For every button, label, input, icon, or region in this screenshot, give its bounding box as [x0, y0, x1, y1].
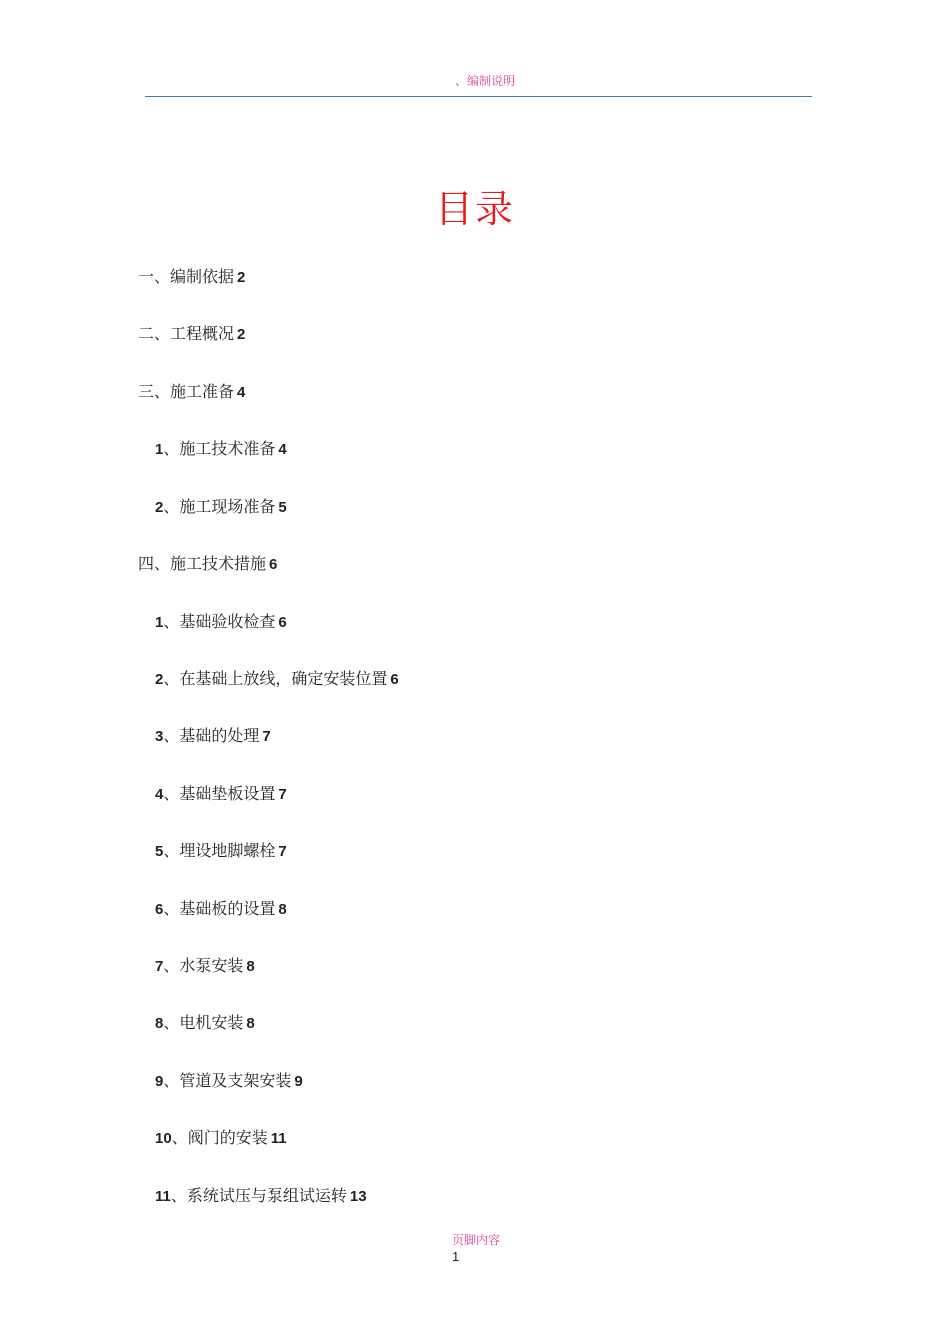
toc-entry-page: 7 — [262, 728, 271, 745]
toc-entry-page: 11 — [270, 1130, 287, 1147]
toc-entry-text: 、基础验收检查 — [163, 612, 276, 631]
toc-entry-text: 、施工技术准备 — [163, 439, 276, 458]
toc-entry-4-10[interactable] — [155, 1126, 287, 1150]
toc-entry-4[interactable] — [138, 552, 277, 576]
toc-entry-page: 9 — [294, 1073, 303, 1090]
toc-entry-4-1[interactable] — [155, 610, 287, 634]
toc-entry-number: 7 — [155, 958, 164, 975]
toc-entry-number: 10 — [155, 1130, 172, 1147]
toc-entry-page: 8 — [246, 958, 255, 975]
toc-entry-number: 2 — [155, 671, 164, 688]
toc-entry-text: 三、施工准备 — [138, 382, 235, 401]
toc-entry-number: 6 — [155, 901, 164, 918]
toc-entry-4-9[interactable] — [155, 1069, 303, 1093]
footer-page-number: 1 — [452, 1249, 460, 1264]
toc-entry-page: 2 — [237, 326, 246, 343]
toc-entry-text: 、水泵安装 — [163, 956, 244, 975]
toc-entry-4-3[interactable] — [155, 724, 271, 748]
toc-entry-number: 11 — [155, 1188, 171, 1205]
toc-entry-number: 9 — [155, 1073, 164, 1090]
toc-entry-page: 7 — [278, 786, 287, 803]
toc-entry-text: 、基础垫板设置 — [163, 784, 276, 803]
toc-entry-3-1[interactable] — [155, 437, 287, 461]
toc-entry-text: 、阀门的安装 — [171, 1128, 268, 1147]
toc-entry-4-7[interactable] — [155, 954, 255, 978]
toc-entry-3-2[interactable] — [155, 495, 287, 519]
toc-entry-2[interactable] — [138, 322, 245, 346]
footer-text: 页脚内容 — [452, 1233, 501, 1247]
toc-entry-4-11[interactable] — [155, 1184, 367, 1208]
page-title: 目录 — [434, 187, 515, 231]
toc-entry-page: 6 — [269, 556, 278, 573]
toc-entry-text: 、系统试压与泵组试运转 — [170, 1186, 347, 1205]
toc-entry-number: 5 — [155, 843, 164, 860]
toc-entry-4-4[interactable] — [155, 782, 287, 806]
toc-entry-text: 、基础板的设置 — [163, 899, 276, 918]
toc-entry-page: 7 — [278, 843, 287, 860]
toc-entry-page: 8 — [278, 901, 287, 918]
toc-entry-number: 8 — [155, 1015, 164, 1032]
toc-entry-number: 4 — [155, 786, 164, 803]
toc-entry-4-8[interactable] — [155, 1011, 255, 1035]
toc-entry-page: 8 — [246, 1015, 255, 1032]
toc-entry-text: 、电机安装 — [163, 1013, 244, 1032]
toc-entry-text: 四、施工技术措施 — [138, 554, 267, 573]
toc-entry-4-2[interactable] — [155, 667, 399, 691]
toc-entry-number: 3 — [155, 728, 164, 745]
toc-entry-page: 6 — [390, 671, 399, 688]
toc-entry-text: 二、工程概况 — [138, 324, 235, 343]
toc-entry-page: 5 — [278, 499, 287, 516]
header-text: 、编制说明 — [455, 74, 516, 88]
toc-entry-page: 4 — [278, 441, 287, 458]
toc-entry-page: 13 — [349, 1188, 367, 1205]
toc-entry-page: 2 — [237, 269, 246, 286]
toc-entry-number: 1 — [155, 441, 164, 458]
toc-entry-4-6[interactable] — [155, 897, 287, 921]
toc-entry-number: 1 — [155, 614, 164, 631]
toc-entry-4-5[interactable] — [155, 839, 287, 863]
toc-entry-text: 、基础的处理 — [163, 726, 260, 745]
toc-entry-3[interactable] — [138, 380, 245, 404]
toc-entry-text: 、在基础上放线，确定安装位置 — [163, 669, 388, 688]
toc-entry-number: 2 — [155, 499, 164, 516]
toc-entry-page: 6 — [278, 614, 287, 631]
toc-entry-text: 、管道及支架安装 — [163, 1071, 292, 1090]
toc-entry-page: 4 — [237, 384, 246, 401]
toc-entry-text: 、施工现场准备 — [163, 497, 276, 516]
toc-entry-text: 一、编制依据 — [138, 267, 235, 286]
toc-entry-text: 、埋设地脚螺栓 — [163, 841, 276, 860]
toc-entry-1[interactable] — [138, 265, 245, 289]
